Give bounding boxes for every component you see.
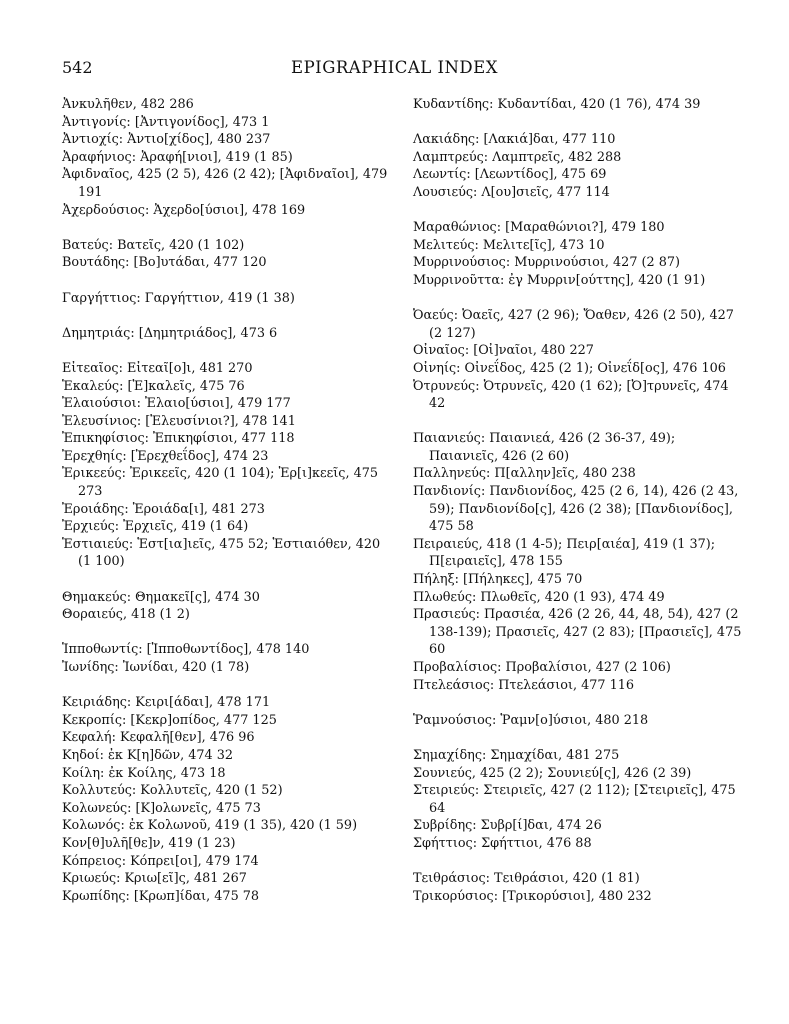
index-entry: Ἐρεχθηίς: [Ἐρεχθεΐδος], 474 23: [62, 448, 269, 464]
index-entry: Κοίλη: ἐκ Κοίλης, 473 18: [62, 765, 226, 781]
index-entry: Σουνιεύς, 425 (2 2); Σουνιεύ[ς], 426 (2 39): [413, 765, 692, 781]
index-entry: Προβαλίσιος: Προβαλίσιοι, 427 (2 106): [413, 660, 671, 675]
index-entry: Ἐλαιούσιοι: Ἐλαιο[ύσιοι], 479 177: [62, 396, 291, 412]
index-entry: Συβρίδης: Συβρ[ί]δαι, 474 26: [413, 818, 602, 834]
index-entry: Λαμπτρεύς: Λαμπτρεῖς, 482 288: [413, 149, 622, 165]
index-entry: Ἐρικεεύς: Ἐρικεεῖς, 420 (1 104); Ἐρ[ι]κεεῖς, 475 273: [62, 466, 379, 500]
index-entry: Ἀντιγονίς: [Ἀντιγονίδος], 473 1: [62, 114, 270, 130]
index-entry: Μυρρινοῦττα: ἐγ Μυρριν[ούττης], 420 (1 91): [413, 272, 706, 288]
index-entry: Ὀαεύς: Ὀαεῖς, 427 (2 96); Ὄαθεν, 426 (2 50), 427 (2 127): [413, 308, 734, 341]
left-column: [62, 96, 392, 905]
index-entry: Γαργήττιος: Γαργήττιον, 419 (1 38): [62, 290, 295, 306]
index-entry: Πλωθεύς: Πλωθεῖς, 420 (1 93), 474 49: [413, 589, 665, 605]
index-entry: Βατεύς: Βατεῖς, 420 (1 102): [62, 237, 245, 253]
index-entry: Κεκροπίς: [Κεκρ]οπίδος, 477 125: [62, 712, 277, 728]
index-entry: Λουσιεύς: Λ[ου]σιεῖς, 477 114: [413, 184, 610, 200]
index-entry: Τειθράσιος: Τειθράσιοι, 420 (1 81): [413, 871, 640, 887]
index-entry: Οἰνηίς: Οἰνεΐδος, 425 (2 1); Οἰνεΐδ[ος], 476 106: [413, 360, 726, 376]
index-entry: Κολωνός: ἐκ Κολωνοῦ, 419 (1 35), 420 (1 59): [62, 818, 358, 834]
index-entry: Κηδοί: ἐκ Κ[η]δῶν, 474 32: [62, 747, 234, 763]
index-entry: Θοραιεύς, 418 (1 2): [62, 607, 190, 623]
index-entry: Κολωνεύς: [Κ]ολωνεῖς, 475 73: [62, 800, 261, 816]
index-entry: Παλληνεύς: Π[αλλην]εῖς, 480 238: [413, 466, 636, 482]
index-entry: Σφήττιος: Σφήττιοι, 476 88: [413, 835, 592, 851]
index-entry: Εἰτεαῖος: Εἰτεαῖ[ο]ι, 481 270: [62, 360, 253, 376]
page-title: EPIGRAPHICAL INDEX: [291, 58, 498, 77]
index-entry: Ἀχερδούσιος: Ἀχερδο[ύσιοι], 478 169: [62, 202, 306, 218]
index-entry: Ἀραφήνιος: Ἀραφή[νιοι], 419 (1 85): [62, 149, 293, 165]
index-entry: Λεωντίς: [Λεωντίδος], 475 69: [413, 167, 607, 183]
index-entry: Ἑστιαιεύς: Ἑστ[ια]ιεῖς, 475 52; Ἑστιαιόθεν, 420 (1 100): [62, 536, 381, 570]
index-entry: Βουτάδης: [Βο]υτάδαι, 477 120: [62, 255, 267, 271]
index-entry: Κολλυτεύς: Κολλυτεῖς, 420 (1 52): [62, 783, 283, 799]
index-entry: Κεφαλή: Κεφαλῆ[θεν], 476 96: [62, 730, 255, 746]
index-entry: Οἰναῖος: [Οἰ]ναῖοι, 480 227: [413, 343, 594, 359]
index-entry: Μελιτεύς: Μελιτε[ῖς], 473 10: [413, 237, 605, 253]
page-number: 542: [62, 58, 93, 77]
index-entry: Ἐπικηφίσιος: Ἐπικηφίσιοι, 477 118: [62, 431, 295, 447]
index-entry: Κυδαντίδης: Κυδαντίδαι, 420 (1 76), 474 39: [413, 97, 701, 112]
index-entry: Ὀτρυνεύς: Ὀτρυνεῖς, 420 (1 62); [Ὀ]τρυνεῖς, 474 42: [413, 378, 729, 412]
index-entry: Θημακεύς: Θημακεῖ[ς], 474 30: [62, 589, 260, 605]
index-entry: Στειριεύς: Στειριεῖς, 427 (2 112); [Στειριεῖς], 475 64: [413, 783, 736, 816]
index-entry: Τρικορύσιος: [Τρικορύσιοι], 480 232: [413, 888, 652, 904]
index-entry: Ἐλευσίνιος: [Ἐλευσίνιοι?], 478 141: [62, 413, 296, 429]
index-entry: Παιανιεύς: Παιανιεά, 426 (2 36-37, 49); Παιανιεῖς, 426 (2 60): [413, 431, 676, 464]
index-entry: Λακιάδης: [Λακιά]δαι, 477 110: [413, 132, 616, 148]
index-entry: Κόπρειος: Κόπρει[οι], 479 174: [62, 853, 259, 869]
index-entry: Σημαχίδης: Σημαχίδαι, 481 275: [413, 747, 620, 763]
index-entry: Κριωεύς: Κριω[εῖ]ς, 481 267: [62, 871, 247, 887]
index-entry: Κον[θ]υλῆ[θε]ν, 419 (1 23): [62, 835, 236, 851]
index-entry: Ἐρχιεύς: Ἐρχιεῖς, 419 (1 64): [62, 519, 249, 535]
index-entry: Κρωπίδης: [Κρωπ]ίδαι, 475 78: [62, 888, 260, 904]
index-entry: Ἐροιάδης: Ἐροιάδα[ι], 481 273: [62, 501, 265, 517]
index-entry: Ἰωνίδης: Ἰωνίδαι, 420 (1 78): [62, 660, 250, 675]
index-entry: Μαραθώνιος: [Μαραθώνιοι?], 479 180: [413, 220, 665, 236]
index-entry: Ἑκαλεύς: [Ἑ]καλεῖς, 475 76: [62, 378, 245, 394]
index-entry: Ῥαμνούσιος: Ῥαμν[ο]ύσιοι, 480 218: [413, 712, 649, 728]
index-entry: Πτελεάσιος: Πτελεάσιοι, 477 116: [413, 677, 635, 693]
index-entry: Πήληξ: [Πήληκες], 475 70: [413, 572, 583, 588]
index-entry: Κειριάδης: Κειρι[άδαι], 478 171: [62, 695, 271, 711]
index-entry: Μυρρινούσιος: Μυρρινούσιοι, 427 (2 87): [413, 255, 681, 271]
index-entry: Πειραιεύς, 418 (1 4-5); Πειρ[αιέα], 419 (1 37); Π[ειραιεῖς], 478 155: [413, 536, 716, 570]
index-entry: Πρασιεύς: Πρασιέα, 426 (2 26, 44, 48, 54), 427 (2 138-139); Πρασιεῖς, 427 (2 83); [Πρασιεῖς], 475 60: [413, 607, 742, 658]
index-entry: Ἀντιοχίς: Ἀντιο[χίδος], 480 237: [62, 132, 271, 148]
index-entry: Πανδιονίς: Πανδιονίδος, 425 (2 6, 14), 426 (2 43, 59); Πανδιονίδο[ς], 426 (2 38); [Πανδιονίδος], 475 58: [413, 484, 739, 535]
index-entry: Ἀφιδναῖος, 425 (2 5), 426 (2 42); [Ἀφιδναῖοι], 479 191: [62, 167, 388, 200]
index-entry: Ἱπποθωντίς: [Ἱπποθωντίδος], 478 140: [62, 642, 310, 658]
right-column: [413, 96, 743, 905]
index-entry: Ἀνκυλῆθεν, 482 286: [62, 97, 194, 112]
index-entry: Δημητριάς: [Δημητριάδος], 473 6: [62, 325, 278, 341]
